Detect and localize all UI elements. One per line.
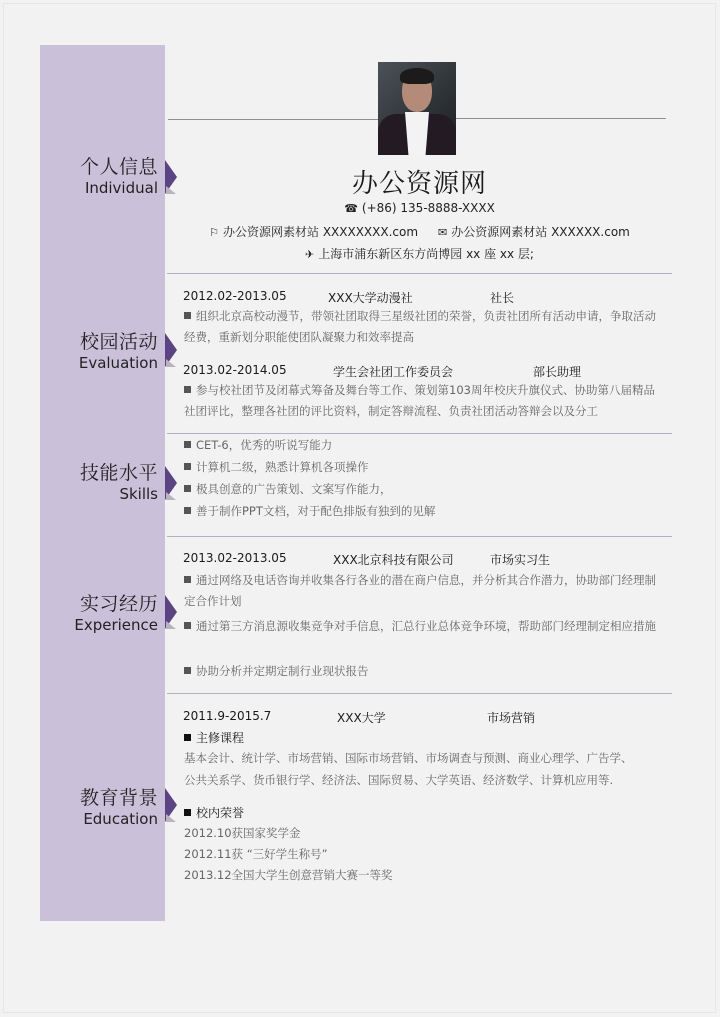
entry-org: 学生会社团工作委员会 (333, 365, 454, 379)
arrow-shadow (166, 814, 176, 822)
section-divider (167, 433, 672, 434)
courses-line-1: 基本会计、统计学、市场营销、国际市场营销、市场调查与预测、商业心理学、广告学、 (184, 751, 633, 765)
bullet-square-icon (184, 386, 191, 393)
header-rule-right (456, 118, 666, 119)
entry-role: 市场实习生 (490, 553, 551, 567)
courses-title: 主修课程 (184, 729, 244, 746)
section-label-evaluation (40, 331, 158, 373)
bullet-square-icon (184, 809, 191, 816)
section-title-en: Skills (119, 485, 158, 503)
header-rule-left (168, 119, 378, 120)
section-divider (167, 536, 672, 537)
bullet-square-icon (184, 312, 191, 319)
entry-role: 社长 (490, 291, 515, 305)
experience-item: 通过第三方消息源收集竞争对手信息，汇总行业总体竞争环境，帮助部门经理制定相应措施 (184, 616, 664, 637)
website-text: 办公资源网素材站 XXXXXXXX.com (223, 225, 419, 239)
address-text: 上海市浦东新区东方尚博园 xx 座 xx 层; (318, 247, 534, 261)
section-label-education (40, 787, 158, 829)
campus-entry-1-desc: 组织北京高校动漫节，带领社团取得三星级社团的荣誉，负责社团所有活动申请，争取活动经费，重新划分职能使团队凝聚力和效率提高 (184, 309, 656, 344)
bullet-square-icon (184, 734, 191, 741)
web-email-line (167, 223, 672, 240)
honor-item: 2013.12全国大学生创意营销大赛一等奖 (184, 868, 393, 882)
entry-role: 部长助理 (533, 365, 582, 379)
section-divider (167, 693, 672, 694)
bullet-square-icon (184, 622, 191, 629)
skill-item: 善于制作PPT文档，对于配色排版有独到的见解 (184, 501, 664, 522)
campus-entry-2-desc: 参与校社团节及闭幕式筹备及舞台等工作、策划第103周年校庆升旗仪式、协助第八届精品社团评比，整理各社团的评比资料，制定答辩流程、负责社团活动答辩会以及分工 (184, 383, 655, 418)
entry-period: 2013.02-2013.05 (183, 551, 287, 565)
section-label-experience (40, 593, 158, 635)
entry-org: XXX大学动漫社 (328, 291, 413, 305)
arrow-shadow (166, 359, 176, 367)
bullet-square-icon (184, 441, 191, 448)
experience-item: 协助分析并定期定制行业现状报告 (184, 661, 664, 682)
phone-number: (+86) 135-8888-XXXX (361, 201, 495, 215)
honors-title: 校内荣誉 (184, 804, 244, 821)
arrow-shadow (166, 492, 176, 500)
plane-icon: ✈ (305, 248, 315, 261)
bullet-square-icon (184, 507, 191, 514)
section-title-zh: 教育背景 (79, 787, 158, 809)
edu-major: 市场营销 (487, 711, 536, 725)
courses-line-2: 公共关系学、货币银行学、经济法、国际贸易、大学英语、经济数学、计算机应用等. (184, 773, 614, 787)
section-title-zh: 校园活动 (79, 331, 158, 353)
address-line (167, 245, 672, 262)
mail-icon: ✉ (438, 226, 448, 239)
skill-item: 极具创意的广告策划、文案写作能力， (184, 479, 664, 500)
entry-period: 2012.02-2013.05 (183, 289, 287, 303)
phone-line (167, 201, 672, 215)
section-title-en: Individual (84, 179, 158, 197)
section-label-skills (40, 462, 158, 504)
entry-org: XXX北京科技有限公司 (333, 553, 454, 567)
section-title-zh: 个人信息 (79, 156, 158, 178)
profile-photo (378, 62, 456, 155)
phone-icon: ☎ (344, 202, 358, 215)
bullet-square-icon (184, 485, 191, 492)
experience-item: 通过网络及电话咨询并收集各行各业的潜在商户信息，并分析其合作潜力，协助部门经理制定合作计划 (184, 573, 656, 608)
section-title-en: Experience (74, 616, 158, 634)
arrow-shadow (166, 621, 176, 629)
candidate-name: 办公资源网 (351, 169, 487, 199)
section-title-zh: 技能水平 (79, 462, 158, 484)
bullet-square-icon (184, 576, 191, 583)
flag-icon: ⚐ (209, 226, 220, 239)
edu-period: 2011.9-2015.7 (183, 709, 272, 723)
honor-item: 2012.11获 “三好学生称号” (184, 847, 328, 861)
bullet-square-icon (184, 667, 191, 674)
section-label-individual (40, 156, 158, 198)
section-divider (167, 273, 672, 274)
skill-item: 计算机二级，熟悉计算机各项操作 (184, 457, 664, 478)
bullet-square-icon (184, 463, 191, 470)
honor-item: 2012.10获国家奖学金 (184, 826, 301, 840)
section-title-en: Evaluation (78, 354, 158, 372)
section-title-zh: 实习经历 (79, 593, 158, 615)
edu-school: XXX大学 (337, 711, 386, 725)
email-text: 办公资源网素材站 XXXXXX.com (451, 225, 630, 239)
section-title-en: Education (83, 810, 158, 828)
skill-item: CET-6，优秀的听说写能力 (184, 435, 664, 456)
entry-period: 2013.02-2014.05 (183, 363, 287, 377)
